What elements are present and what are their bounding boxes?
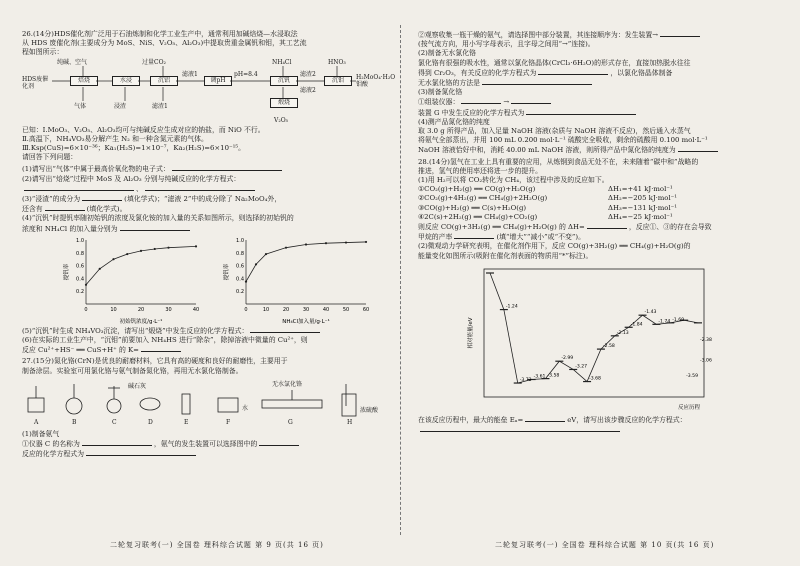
y-tick-label: 0.6 xyxy=(76,263,84,270)
charts-row xyxy=(22,234,392,326)
flow-nh4cl: NH₄Cl xyxy=(272,58,292,66)
data-point xyxy=(285,246,287,248)
x-tick-label: 40 xyxy=(322,306,330,313)
answer-blank[interactable] xyxy=(526,108,636,115)
flow-product: H₂MoO₄·H₂O 钼酸 xyxy=(356,73,396,88)
apparatus-crcl3: 无水氯化铬 xyxy=(272,380,303,388)
energy-value-label: -2.58 xyxy=(602,343,615,349)
flow-step-v: 沉钒 xyxy=(270,76,298,86)
answer-blank[interactable] xyxy=(482,78,592,85)
energy-value-label: -1.43 xyxy=(644,310,657,316)
apparatus-label-b: B xyxy=(72,418,77,426)
answer-blank[interactable] xyxy=(454,232,494,239)
answer-blank[interactable] xyxy=(678,145,718,152)
data-point xyxy=(85,284,87,286)
q27-line-1: 27.(15分)氮化铬(CrN)是优良的耐磨材料，它具有高的硬度和良好的耐磨性，主要用于 xyxy=(22,357,288,366)
answer-blank[interactable] xyxy=(259,439,299,446)
x-tick-label: 0 xyxy=(84,306,88,313)
q27-line-2: 制备涂层。实验室可用氯化铬与氨气制备氮化铬，再用无水氯化铬制备。 xyxy=(22,366,243,375)
data-point xyxy=(345,241,347,243)
x-tick-label: 20 xyxy=(137,306,145,313)
q27-1-1: ①仪器 C 的名称为 ，氨气的发生装置可以选择图中的 xyxy=(22,439,392,449)
data-point xyxy=(305,243,307,245)
y-axis-label: 提钒率 xyxy=(64,263,70,281)
q27-2-method: 无水氯化铬的方法是 xyxy=(418,78,788,88)
q28-line-3: (1)用 H₂可以将 CO₂转化为 CH₄，该过程中涉及的反应如下。 xyxy=(418,176,609,185)
x-tick-label: 0 xyxy=(244,306,248,313)
data-point xyxy=(140,250,142,252)
flow-step-mo: 沉钼 xyxy=(324,76,352,86)
flow-gas: 气体 xyxy=(74,102,87,110)
flow-hno3: HNO₃ xyxy=(328,58,346,66)
q26-6a: (6)在实际的工业生产中，“沉钼”前要加入 NH₄HS 进行“除杂”，除掉溶液中微量的 Cu²⁺，则 xyxy=(22,336,308,345)
apparatus-label-e: E xyxy=(184,418,189,426)
q26-3b: 还含有 (填化学式)。 xyxy=(22,205,127,214)
q26-3: (3)“浸渣”的成分为 (填化学式)；“滤液 2”中的成分除了 Na₂MoO₄外， xyxy=(22,195,282,204)
data-point xyxy=(99,268,101,270)
flow-step-roast: 焙烧 xyxy=(70,76,98,86)
answer-blank[interactable] xyxy=(141,345,181,352)
energy-value-label: -1.84 xyxy=(630,322,643,328)
q27-section-4: (4)测产品氮化铬的纯度 xyxy=(418,117,490,126)
q28-2-end-blank xyxy=(418,425,788,435)
flow-residue: 浸渣 xyxy=(114,102,127,110)
q26-2-blanks: 、 xyxy=(22,184,392,194)
q27-1: (1)制备氨气 xyxy=(22,429,60,438)
apparatus-label-g: G xyxy=(288,418,293,426)
q28-1-yield: 甲烷的产率 (填“增大”“减小”或“不变”)。 xyxy=(418,233,585,242)
q26-1: (1)请写出“气体”中属于最高价氧化物的电子式： xyxy=(22,164,392,174)
x-axis-label: NH₄Cl加入量/g·L⁻¹ xyxy=(282,318,330,325)
answer-blank[interactable] xyxy=(145,184,255,191)
data-point xyxy=(167,246,169,248)
data-point xyxy=(265,253,267,255)
answer-blank[interactable] xyxy=(82,439,152,446)
y-tick-label: 1.0 xyxy=(76,237,84,244)
q27-2-eq: 得到 Cr₂O₃，有关反应的化学方程式为 ，以氯化铬晶体制备 xyxy=(418,68,673,77)
q27-2b: (按气流方向，用小写字母表示，且字母之间用“→”连接)。 xyxy=(418,40,595,49)
q28-2-b: 能量变化如图所示(吸附在催化剂表面的物质用“*”标注)。 xyxy=(418,251,593,260)
answer-blank[interactable] xyxy=(660,30,700,37)
flow-reagent-1: 纯碱、空气 xyxy=(57,58,88,66)
energy-value-label: -1.74 xyxy=(658,319,671,325)
answer-blank[interactable] xyxy=(525,415,565,422)
q26-4a: (4)“沉钒”时提钒率随初始钒的浓度及氯化铵的加入量的关系如图所示，则选择的初始钒的 xyxy=(22,214,294,223)
answer-blank[interactable] xyxy=(461,97,501,104)
data-point xyxy=(195,245,197,247)
energy-value-label: -3.68 xyxy=(589,376,601,382)
energy-value-label: -3.27 xyxy=(575,364,588,370)
q26-2: (2)请写出“焙烧”过程中 MoS 及 Al₂O₃ 分别与纯碱反应的化学方程式： xyxy=(22,174,241,183)
answer-blank[interactable] xyxy=(511,97,551,104)
known-2: Ⅱ.高温下，NH₄VO₃易分解产生 N₂ 和一种含氮元素的气体。 xyxy=(22,134,208,143)
q26-line-1: 26.(14分)HDS催化剂广泛用于石油炼制和化学工业生产中，通常利用加碱焙烧—水浸取法 xyxy=(22,30,298,38)
energy-value-label: -1.24 xyxy=(505,304,518,310)
energy-value-label: -2.99 xyxy=(561,356,574,362)
y-axis-label: 提钒率 xyxy=(224,263,230,281)
q27-4-c: NaOH 溶液恰好中和，消耗 40.00 mL NaOH 溶液，则所得产品中氮化铬的纯度为 xyxy=(418,145,788,155)
series-line xyxy=(246,242,366,282)
reaction-4: ④2C(s)+2H₂(g) ══ CH₄(g)+CO₂(g) ΔH₄=−25 kJ·mol⁻¹ xyxy=(418,212,673,221)
q28-1-dh: 则反应 CO(g)+3H₂(g) ══ CH₄(g)+H₂O(g) 的 ΔH= ，反应①、③的存在会导致 xyxy=(418,223,712,232)
flow-step-calcine: 煅烧 xyxy=(270,98,298,108)
answer-blank[interactable] xyxy=(420,425,620,432)
x-tick-label: 40 xyxy=(192,306,200,313)
apparatus-water: 水 xyxy=(242,404,249,412)
q27-2: ②观察收集一瓶干燥的氨气，请选择图中部分装置，其连接顺序为：发生装置→ xyxy=(418,30,788,40)
chart-nh4cl-amount xyxy=(222,234,372,326)
apparatus-label-h: H xyxy=(347,418,353,426)
apparatus-label-a: A xyxy=(34,418,39,426)
reaction-1: ①CO₂(g)+H₂(g) ══ CO(g)+H₂O(g) ΔH₁=+41 kJ·mol⁻¹ xyxy=(418,185,673,194)
flow-co2: 过量CO₂ xyxy=(142,58,166,66)
q26-line-2: 从 HDS 废催化剂(主要成分为 MoS、NiS、V₂O₅、Al₂O₃)中提取贵重金属钒和钼，其工艺流 xyxy=(22,39,307,48)
apparatus-label-d: D xyxy=(148,418,153,426)
series-line xyxy=(86,246,196,284)
apparatus-soda-lime: 碱石灰 xyxy=(128,382,147,390)
q28-line-1: 28.(14分)氢气在工业上具有重要的应用，从炼钢到食品无处不在，未来随着“碳中和”战略的 xyxy=(418,157,699,166)
apparatus-h2so4: 浓硫酸 xyxy=(360,406,379,414)
y-tick-label: 0.2 xyxy=(236,289,244,296)
x-axis-label: 反应历程 xyxy=(677,404,700,411)
answer-blank[interactable] xyxy=(250,326,320,333)
energy-value-label: -3.58 xyxy=(547,373,560,379)
flow-start: HDS废催化剂 xyxy=(22,75,49,90)
answer-blank[interactable] xyxy=(45,204,85,211)
q28-2-a: (2)微观动力学研究表明，在催化剂作用下，反应 CO(g)+3H₂(g) ══ CH₄(g)+H₂O(g)的 xyxy=(418,242,691,251)
x-tick-label: 30 xyxy=(302,306,310,313)
answer-blank[interactable] xyxy=(86,449,196,456)
y-tick-label: 1.0 xyxy=(236,237,244,244)
q27-section-3: (3)制备氮化铬 xyxy=(418,88,463,97)
apparatus-label-f: F xyxy=(226,418,231,426)
reaction-2: ②CO₂(g)+4H₂(g) ══ CH₄(g)+2H₂O(g) ΔH₂=−205 kJ·mol⁻¹ xyxy=(418,194,678,203)
x-tick-label: 10 xyxy=(262,306,270,313)
y-tick-label: 0.4 xyxy=(236,276,244,283)
answer-blank[interactable] xyxy=(538,68,608,75)
apparatus-figure xyxy=(22,376,392,430)
q28-2-end: 在该反应历程中，最大的能垒 Eₐ= eV，请写出该步骤反应的化学方程式： xyxy=(418,415,687,424)
x-tick-label: 60 xyxy=(362,306,370,313)
energy-path xyxy=(490,273,698,383)
y-tick-label: 0.4 xyxy=(76,276,84,283)
q26-5: (5)“沉钒”时生成 NH₄VO₃沉淀，请写出“煅烧”中发生反应的化学方程式： xyxy=(22,326,392,336)
q26-line-3: 程如图所示： xyxy=(22,48,64,57)
x-tick-label: 20 xyxy=(282,306,290,313)
q27-4-a: 取 3.0 g 所得产品，加入足量 NaOH 溶液(杂质与 NaOH 溶液不反应)，然后通入水蒸气 xyxy=(418,127,691,136)
energy-value-label: -2.13 xyxy=(616,330,629,336)
flow-step-ph: 调pH xyxy=(204,76,232,86)
q26-6b: 反应 Cu²⁺+HS⁻ ══ CuS+H⁺ 的 K= xyxy=(22,345,392,355)
footer-left: 二轮复习联考(一) 全国卷 理科综合试题 第 9 页(共 16 页) xyxy=(110,541,324,549)
y-axis-label: 相对能量/eV xyxy=(468,317,474,349)
process-flow-diagram xyxy=(22,58,396,126)
flow-ph-value: pH=8.4 xyxy=(234,70,258,78)
data-point xyxy=(154,248,156,250)
footer-right: 二轮复习联考(一) 全国卷 理科综合试题 第 10 页(共 16 页) xyxy=(495,541,715,549)
flow-filter-2: 滤渣2 xyxy=(300,70,316,78)
y-tick-label: 0.6 xyxy=(236,263,244,270)
flow-liquid-2: 滤液2 xyxy=(300,86,316,94)
flow-v2o5: V₂O₅ xyxy=(274,116,289,124)
data-point xyxy=(365,241,367,243)
energy-value-label: -3.59 xyxy=(686,373,699,379)
x-axis-label: 初始钒浓度/g·L⁻¹ xyxy=(119,318,163,325)
flow-step-al: 沉铝 xyxy=(150,76,178,86)
answer-blank[interactable] xyxy=(82,194,122,201)
chart-vanadium-concentration xyxy=(62,234,202,326)
q27-4-b: 将氨气全部蒸出，并用 100 mL 0.200 mol·L⁻¹ 硫酸完全吸收，剩余的硫酸用 0.100 mol·L⁻¹ xyxy=(418,136,708,145)
answer-blank[interactable] xyxy=(587,222,627,229)
x-tick-label: 50 xyxy=(342,306,350,313)
energy-value-label: -3.61 xyxy=(533,374,546,380)
data-point xyxy=(325,242,327,244)
apparatus-drawings xyxy=(22,376,392,430)
q27-section-2: (2)制备无水氯化铬 xyxy=(418,49,476,58)
y-tick-label: 0.8 xyxy=(236,250,244,257)
data-point xyxy=(126,253,128,255)
flow-arrows xyxy=(22,58,392,126)
q27-3-1: ①组装仪器： → xyxy=(418,97,788,107)
energy-value-label: -3.06 xyxy=(700,358,712,364)
data-point xyxy=(255,263,257,265)
x-tick-label: 10 xyxy=(110,306,117,313)
apparatus-label-c: C xyxy=(112,418,117,426)
answer-blank[interactable] xyxy=(24,184,134,191)
y-tick-label: 0.2 xyxy=(76,289,84,296)
flow-filter-1: 滤渣1 xyxy=(152,102,168,110)
answer-blank[interactable] xyxy=(172,164,282,171)
energy-profile-chart xyxy=(462,263,712,413)
energy-value-label: -1.69 xyxy=(672,317,685,323)
q27-1-eq: 反应的化学方程式为 xyxy=(22,449,392,459)
left-page xyxy=(22,30,396,459)
data-point xyxy=(112,258,114,260)
energy-value-label: -3.73 xyxy=(519,377,532,383)
data-point xyxy=(245,280,247,282)
known-1: 已知：Ⅰ.MoO₃、V₂O₅、Al₂O₃均可与纯碱反应生成对应的钠盐，而 NiO 不行。 xyxy=(22,125,265,134)
flow-step-leach: 水浸 xyxy=(112,76,140,86)
q27-3-2: 装置 G 中发生反应的化学方程式为 xyxy=(418,108,788,118)
energy-value-label: -2.38 xyxy=(700,338,712,344)
page-divider xyxy=(400,25,401,535)
q28-line-2: 推进，氢气的使用率还将进一步的提升。 xyxy=(418,166,543,175)
q26-4b: 浓度和 NH₄Cl 的加入量分别为 xyxy=(22,224,392,234)
x-tick-label: 30 xyxy=(165,306,172,313)
y-tick-label: 0.8 xyxy=(76,250,84,257)
known-3: Ⅲ.Ksp(CuS)=6×10⁻³⁶；Ka₁(H₂S)=1×10⁻⁷，Ka₂(H₂S)=6×10⁻¹⁵。 xyxy=(22,144,246,153)
right-page xyxy=(418,30,788,435)
reaction-3: ③CO(g)+H₂(g) ══ C(s)+H₂O(g) ΔH₃=−131 kJ·mol⁻¹ xyxy=(418,203,678,212)
q27-2-text: 氯化铬有很强的吸水性，通常以氯化铬晶体(CrCl₃·6H₂O)的形式存在，直接加热脱水往往 xyxy=(418,58,691,67)
answer-prompt: 请回答下列问题： xyxy=(22,153,78,162)
flow-liquid-1: 滤液1 xyxy=(182,70,198,78)
answer-blank[interactable] xyxy=(120,224,190,231)
